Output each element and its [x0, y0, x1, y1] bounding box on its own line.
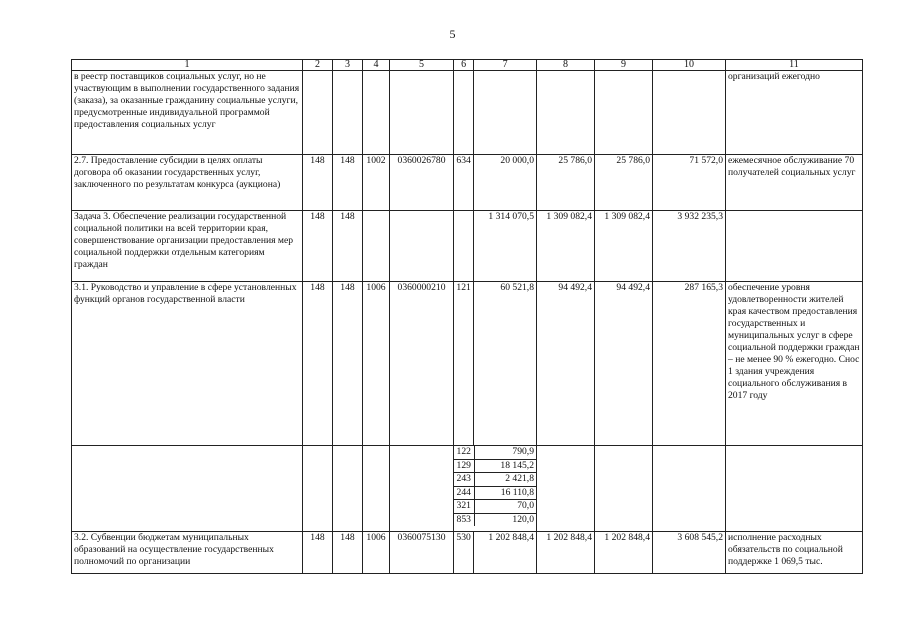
sub-expense-code: 321 — [454, 500, 474, 514]
sub-expense-code: 243 — [454, 473, 474, 487]
cell-grbs: 148 — [303, 211, 333, 282]
cell-expense-type: 634 — [454, 155, 474, 211]
sub-expense-code: 129 — [454, 459, 474, 473]
table-row — [72, 282, 863, 446]
cell-result — [726, 211, 863, 282]
cell-total: 287 165,3 — [653, 282, 726, 446]
header-row — [72, 60, 863, 71]
cell-year3: 1 202 848,4 — [595, 532, 653, 574]
sub-expense-row — [454, 473, 536, 487]
header-cell: 6 — [454, 60, 474, 71]
header-cell: 11 — [726, 60, 863, 71]
cell-grbs: 148 — [303, 282, 333, 446]
table-row — [72, 155, 863, 211]
cell-section — [363, 211, 390, 282]
cell-year3: 25 786,0 — [595, 155, 653, 211]
header-cell: 7 — [474, 60, 537, 71]
cell-result: организаций ежегодно — [726, 71, 863, 155]
table-row — [72, 446, 863, 532]
cell-section: 1006 — [363, 282, 390, 446]
sub-expense-amount: 790,9 — [512, 446, 534, 457]
cell-year2: 94 492,4 — [537, 282, 595, 446]
table-row — [72, 71, 863, 155]
header-cell: 3 — [333, 60, 363, 71]
sub-expense-row — [454, 459, 536, 473]
cell-year3 — [595, 71, 653, 155]
cell-year2 — [537, 71, 595, 155]
cell-total: 3 608 545,2 — [653, 532, 726, 574]
sub-expense-row — [454, 513, 536, 526]
cell-total — [653, 71, 726, 155]
sub-expense-row — [454, 500, 536, 514]
cell-expense-type: 121 — [454, 282, 474, 446]
sub-expense-code: 244 — [454, 486, 474, 500]
row-description: 2.7. Предоставление субсидии в целях оплаты договора об оказании государственных услуг, заключенного по результатам конкурса (аукциона) — [72, 155, 303, 211]
cell-target: 0360075130 — [390, 532, 454, 574]
cell-year1: 20 000,0 — [474, 155, 537, 211]
sub-expense-list — [454, 446, 537, 532]
cell-year1 — [474, 71, 537, 155]
header-cell: 2 — [303, 60, 333, 71]
table-row — [72, 211, 863, 282]
cell-target: 0360000210 — [390, 282, 454, 446]
cell-target — [390, 211, 454, 282]
header-cell: 9 — [595, 60, 653, 71]
cell-year3: 1 309 082,4 — [595, 211, 653, 282]
cell-total: 3 932 235,3 — [653, 211, 726, 282]
cell-grbs: 148 — [303, 532, 333, 574]
cell-section — [363, 71, 390, 155]
cell-year3: 94 492,4 — [595, 282, 653, 446]
cell-expense-type — [454, 71, 474, 155]
cell-expense-type: 530 — [454, 532, 474, 574]
cell-section: 1002 — [363, 155, 390, 211]
row-description: в реестр поставщиков социальных услуг, но не участвующим в выполнении государственного задания (заказа), за оказанные гражданину социальные услуги, предусмотренные индивидуальной программой предоставления социальных услуг — [72, 71, 303, 155]
cell-year2: 1 309 082,4 — [537, 211, 595, 282]
cell-result: исполнение расходных обязательств по социальной поддержке 1 069,5 тыс. — [726, 532, 863, 574]
header-cell: 1 — [72, 60, 303, 71]
sub-expense-row — [454, 486, 536, 500]
budget-table — [71, 59, 863, 574]
cell-total: 71 572,0 — [653, 155, 726, 211]
cell-col3: 148 — [333, 155, 363, 211]
cell-col3: 148 — [333, 211, 363, 282]
cell-grbs — [303, 71, 333, 155]
cell-section: 1006 — [363, 532, 390, 574]
header-cell: 4 — [363, 60, 390, 71]
table-row — [72, 532, 863, 574]
header-cell: 10 — [653, 60, 726, 71]
cell-grbs: 148 — [303, 155, 333, 211]
cell-expense-type — [454, 211, 474, 282]
cell-year1: 1 202 848,4 — [474, 532, 537, 574]
cell-result: обеспечение уровня удовлетворенности жителей края качеством предоставления государственных и муниципальных услуг в сфере социальной поддержки граждан – не менее 90 % ежегодно. Снос 1 здания учреждения социального обслуживания в 2017 году — [726, 282, 863, 446]
sub-expense-amount: 2 421,8 — [474, 473, 536, 487]
page-number: 5 — [449, 27, 456, 41]
row-description: 3.2. Субвенции бюджетам муниципальных образований на осуществление государственных полномочий по организации — [72, 532, 303, 574]
cell-year1: 60 521,8 — [474, 282, 537, 446]
sub-expense-code: 853 — [454, 513, 474, 526]
sub-expense-code: 122 — [454, 446, 474, 459]
sub-expense-amount: 70,0 — [474, 500, 536, 514]
cell-year1: 1 314 070,5 — [474, 211, 537, 282]
cell-col3 — [333, 71, 363, 155]
sub-expense-amount: 16 110,8 — [474, 486, 536, 500]
sub-expense-row — [454, 446, 536, 459]
cell-result: ежемесячное обслуживание 70 получателей социальных услуг — [726, 155, 863, 211]
cell-target — [390, 71, 454, 155]
cell-year2: 25 786,0 — [537, 155, 595, 211]
cell-col3: 148 — [333, 282, 363, 446]
sub-expense-amount: 120,0 — [474, 513, 536, 526]
sub-expense-amount: 18 145,2 — [474, 459, 536, 473]
row-description: Задача 3. Обеспечение реализации государственной социальной политики на всей территории края, совершенствование организации предоставления мер социальной поддержки отдельным категориям граждан — [72, 211, 303, 282]
row-description: 3.1. Руководство и управление в сфере установленных функций органов государственной власти — [72, 282, 303, 446]
header-cell: 5 — [390, 60, 454, 71]
cell-target: 0360026780 — [390, 155, 454, 211]
cell-col3: 148 — [333, 532, 363, 574]
header-cell: 8 — [537, 60, 595, 71]
sub-expense-table — [454, 446, 536, 526]
cell-year2: 1 202 848,4 — [537, 532, 595, 574]
